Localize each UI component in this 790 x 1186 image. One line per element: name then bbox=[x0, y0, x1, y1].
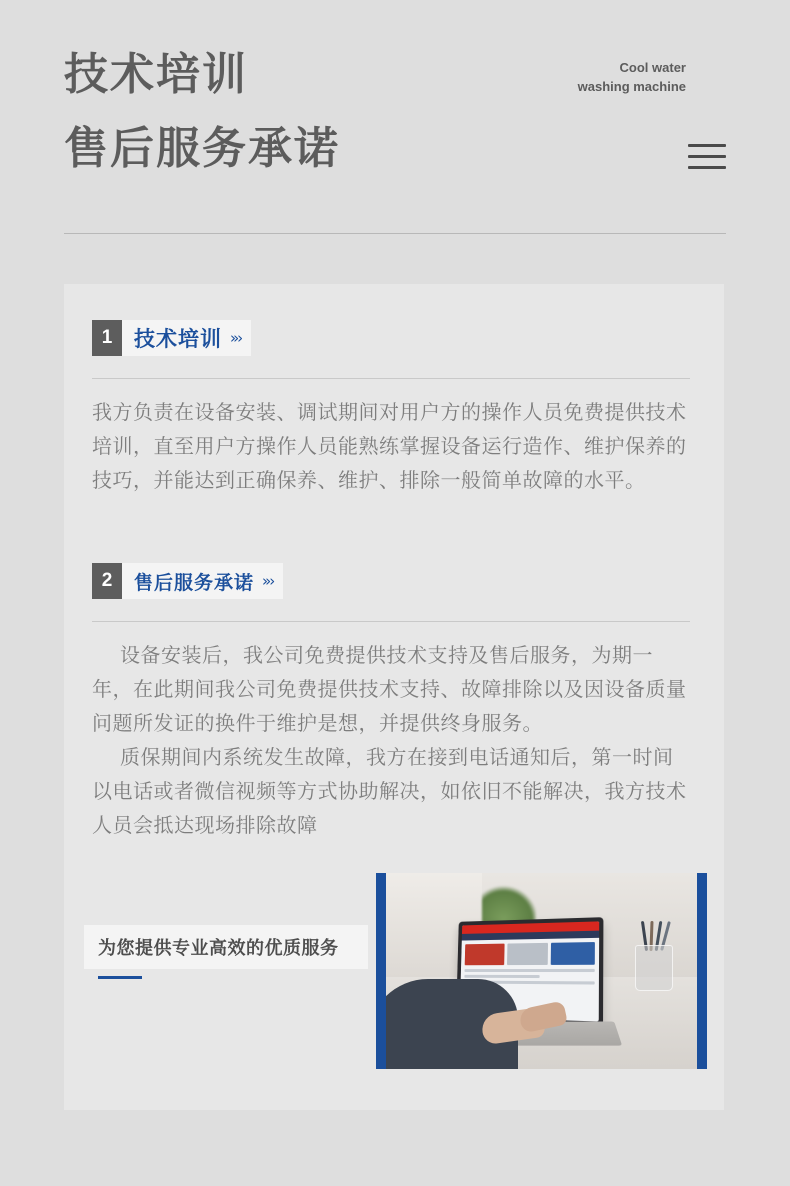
section-header bbox=[92, 320, 692, 356]
paragraph: 我方负责在设备安装、调试期间对用户方的操作人员免费提供技术培训，直至用户方操作人员能熟练掌握设备运行造作、维护保养的技巧，并能达到正确保养、维护、排除一般简单故障的水平。 bbox=[92, 400, 687, 492]
section-label bbox=[122, 320, 251, 356]
brand-english-line2: washing machine bbox=[577, 79, 686, 94]
page-title-line1: 技术培训 bbox=[64, 49, 248, 100]
content-card bbox=[64, 284, 724, 1110]
section-number: 2 bbox=[92, 563, 122, 599]
header-divider bbox=[64, 233, 726, 234]
chevron-right-icon: »› bbox=[230, 329, 242, 347]
service-badge-text: 为您提供专业高效的优质服务 bbox=[98, 938, 339, 959]
title-block bbox=[64, 44, 726, 180]
section-header bbox=[92, 563, 692, 599]
screen-tile-row bbox=[461, 938, 599, 969]
section-number: 1 bbox=[92, 320, 122, 356]
paragraph: 质保期间内系统发生故障，我方在接到电话通知后，第一时间以电话或者微信视频等方式协助解决，如依旧不能解决，我方技术人员会抵达现场排除故障 bbox=[92, 745, 687, 837]
page-title-line2: 售后服务承诺 bbox=[64, 123, 340, 174]
pen-cup bbox=[635, 945, 673, 991]
menu-bar-3 bbox=[688, 166, 726, 169]
menu-bar-1 bbox=[688, 144, 726, 147]
photo-frame bbox=[376, 873, 707, 1069]
screen-line bbox=[464, 969, 594, 972]
brand-english bbox=[476, 58, 686, 96]
section-technical-training bbox=[92, 320, 692, 497]
paragraph: 设备安装后，我公司免费提供技术支持及售后服务，为期一年，在此期间我公司免费提供技术支持、故障排除以及因设备质量问题所发证的换件于维护是想，并提供终身服务。 bbox=[92, 643, 687, 735]
screen-tile bbox=[551, 942, 595, 965]
person-using-tablet-photo bbox=[386, 873, 697, 1069]
section-label-text: 技术培训 bbox=[134, 327, 222, 351]
section-divider bbox=[92, 621, 690, 622]
service-badge-box bbox=[84, 925, 368, 969]
menu-bar-2 bbox=[688, 155, 726, 158]
section-body bbox=[92, 638, 692, 842]
screen-line bbox=[464, 975, 540, 978]
section-label bbox=[122, 563, 283, 599]
service-badge-underline bbox=[98, 976, 142, 979]
hamburger-menu-icon[interactable] bbox=[688, 144, 726, 178]
chevron-right-icon: »› bbox=[262, 572, 274, 590]
section-after-sales-commitment bbox=[92, 563, 692, 842]
page-header bbox=[64, 44, 726, 180]
screen-tile bbox=[465, 944, 505, 966]
service-badge bbox=[84, 925, 368, 979]
brand-english-line1: Cool water bbox=[619, 60, 686, 75]
section-divider bbox=[92, 378, 690, 379]
section-label-text: 售后服务承诺 bbox=[134, 571, 255, 594]
screen-tile bbox=[507, 943, 549, 965]
section-body bbox=[92, 395, 692, 497]
